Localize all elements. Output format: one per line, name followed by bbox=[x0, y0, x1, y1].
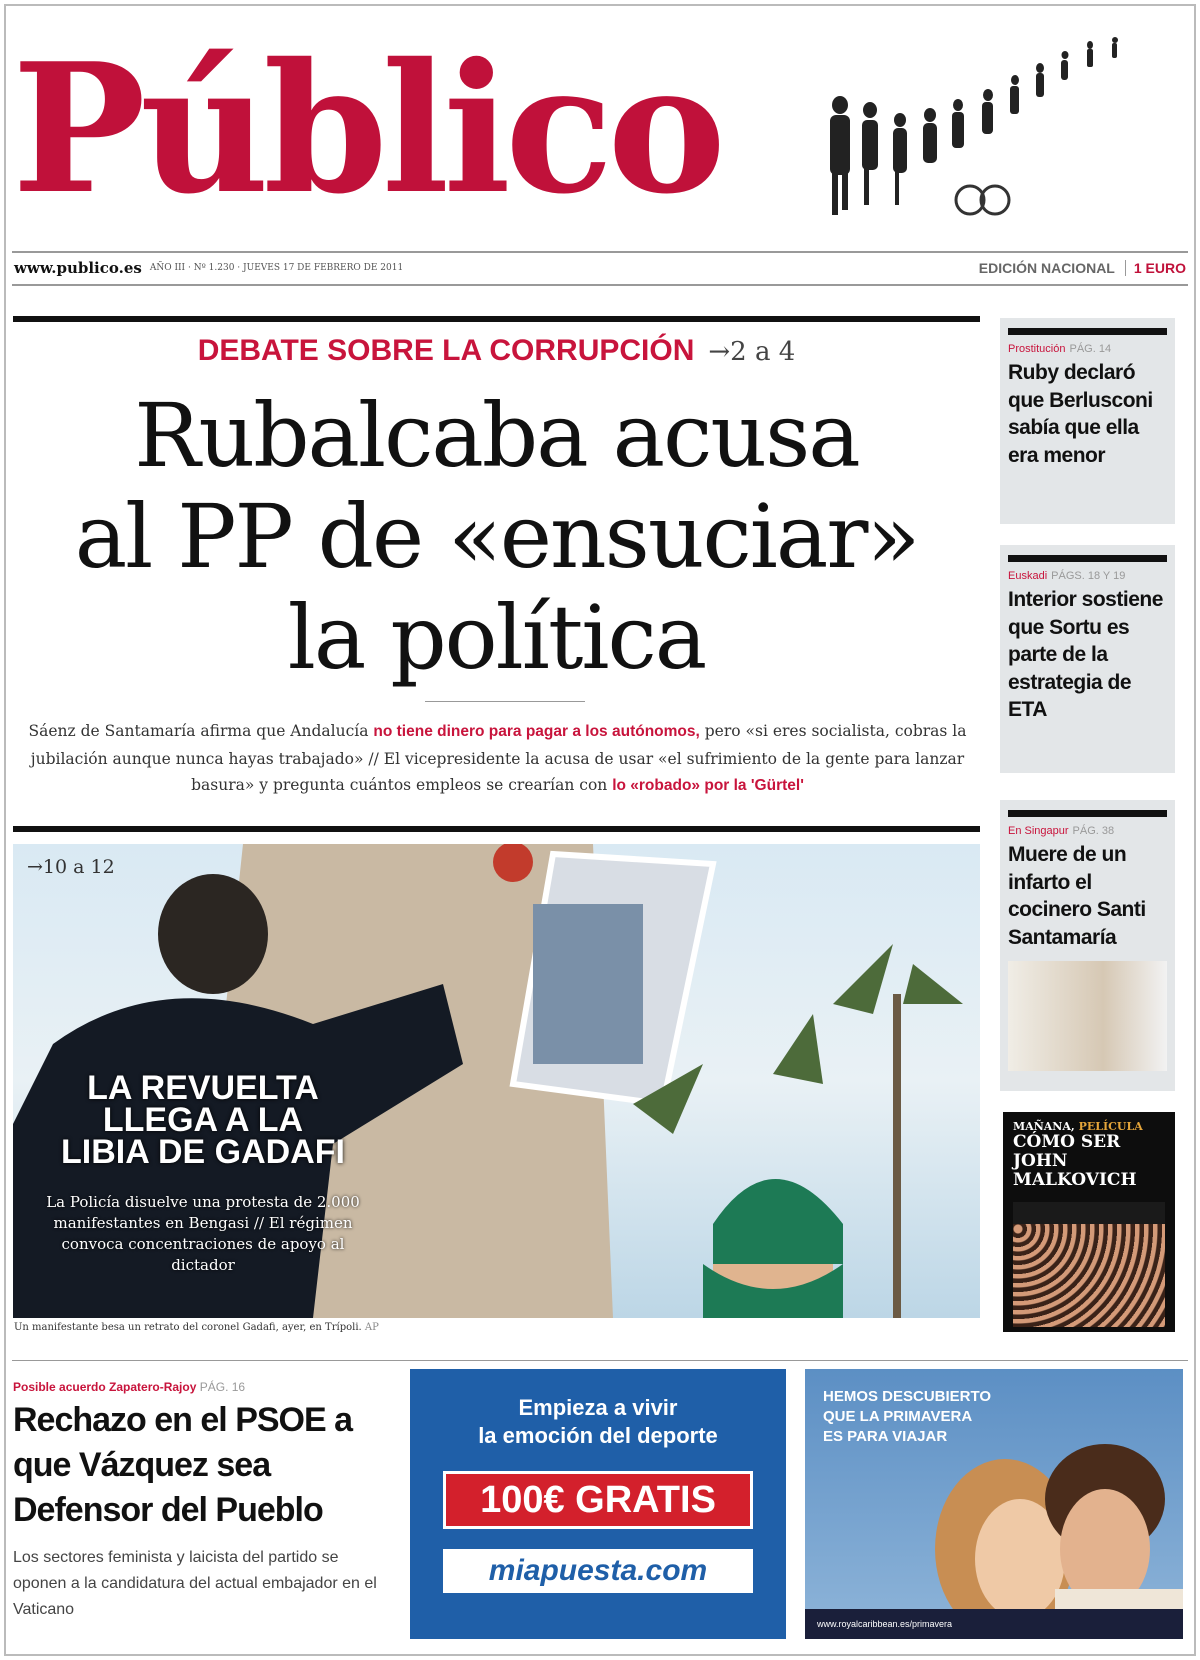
headline-line: la política bbox=[287, 586, 706, 689]
lead-deck: Sáenz de Santamaría afirma que Andalucía no tiene dinero para pagar a los autónomos, pero «si eres socialista, cobras la jubilación aunque nunca hayas trabajado» // El vicepresidente la acusa de usar «el sufrimiento de la gente para lanzar basura» y pregunta cuántos empleos se crearían con lo «robado» por la 'Gürtel' bbox=[28, 722, 967, 794]
sidebar-story[interactable]: En Singapur PÁG. 38 Muere de un infarto el cocinero Santi Santamaría bbox=[1000, 800, 1175, 1091]
bottom-headline: Rechazo en el PSOE a que Vázquez sea Defensor del Pueblo bbox=[13, 1401, 353, 1529]
bottom-divider bbox=[12, 1360, 1188, 1361]
libya-deck: La Policía disuelve una protesta de 2.000 manifestantes en Bengasi // El régimen convoca concentraciones de apoyo al dictador bbox=[46, 1193, 360, 1274]
headline-divider bbox=[425, 701, 585, 702]
libya-photo[interactable] bbox=[13, 844, 980, 1318]
movie-promo[interactable]: MAÑANA, PELÍCULA CÓMO SER JOHN MALKOVICH bbox=[1003, 1112, 1175, 1332]
lead-pages[interactable]: →2 a 4 bbox=[708, 337, 796, 367]
sidebar-headline: Interior sostiene que Sortu es parte de la estrategia de ETA bbox=[1008, 588, 1163, 721]
lead-kicker-text: DEBATE SOBRE LA CORRUPCIÓN bbox=[197, 334, 695, 367]
libya-title: LA REVUELTA LLEGA A LA LIBIA DE GADAFI bbox=[61, 1069, 345, 1171]
sidebar-story[interactable]: Prostitución PÁG. 14 Ruby declaró que Berlusconi sabía que ella era menor bbox=[1000, 318, 1175, 524]
travel-ad[interactable]: HEMOS DESCUBIERTO QUE LA PRIMAVERA ES PARA VIAJAR www.royalcaribbean.es/primavera bbox=[805, 1369, 1183, 1639]
walking-crowd-illustration bbox=[790, 30, 1150, 230]
sidebar-headline: Ruby declaró que Berlusconi sabía que ella era menor bbox=[1008, 361, 1153, 467]
publico-logo[interactable]: Público bbox=[12, 24, 721, 233]
issue-date: AÑO III · Nº 1.230 · JUEVES 17 DE FEBRERO DE 2011 bbox=[149, 263, 404, 273]
chef-photo bbox=[1008, 961, 1167, 1071]
libya-pages[interactable]: →10 a 12 bbox=[27, 856, 115, 878]
masthead-rule-bottom bbox=[12, 284, 1188, 286]
sidebar-story[interactable]: Euskadi PÁGS. 18 Y 19 Interior sostiene que Sortu es parte de la estrategia de ETA bbox=[1000, 545, 1175, 773]
brand-logo: miapuesta.com bbox=[443, 1549, 753, 1593]
lead-top-bar bbox=[13, 316, 980, 322]
ad-url: www.royalcaribbean.es/primavera bbox=[805, 1609, 1183, 1639]
lead-kicker bbox=[13, 334, 980, 368]
photo-caption: Un manifestante besa un retrato del coronel Gadafi, ayer, en Trípoli. AP bbox=[14, 1322, 379, 1333]
price-label: 1 EURO bbox=[1125, 260, 1186, 276]
photo-top-bar bbox=[13, 826, 980, 832]
masthead-rule-top bbox=[12, 251, 1188, 253]
sidebar-headline: Muere de un infarto el cocinero Santi Santamaría bbox=[1008, 843, 1146, 949]
website-link[interactable]: www.publico.es bbox=[14, 259, 142, 277]
promo-title: CÓMO SER JOHN MALKOVICH bbox=[1013, 1132, 1137, 1190]
lead-headline[interactable] bbox=[13, 385, 980, 688]
edition-label: EDICIÓN NACIONAL bbox=[978, 260, 1115, 276]
bottom-story[interactable]: Posible acuerdo Zapatero-Rajoy PÁG. 16 Rechazo en el PSOE a que Vázquez sea Defensor del Pueblo Los sectores feminista y laicista del partido se oponen a la candidatura del actual embajador en el Vaticano bbox=[13, 1380, 393, 1623]
offer-badge: 100€ GRATIS bbox=[443, 1471, 753, 1529]
masthead-info-line bbox=[14, 258, 1186, 278]
headline-line: Rubalcaba acusa bbox=[134, 384, 859, 487]
bottom-deck: Los sectores feminista y laicista del partido se oponen a la candidatura del actual embajador en el Vaticano bbox=[13, 1549, 377, 1618]
headline-line: al PP de «ensuciar» bbox=[74, 485, 919, 588]
dvd-cover bbox=[1013, 1202, 1165, 1327]
miapuesta-ad[interactable]: Empieza a vivir la emoción del deporte 100€ GRATIS miapuesta.com bbox=[410, 1369, 786, 1639]
